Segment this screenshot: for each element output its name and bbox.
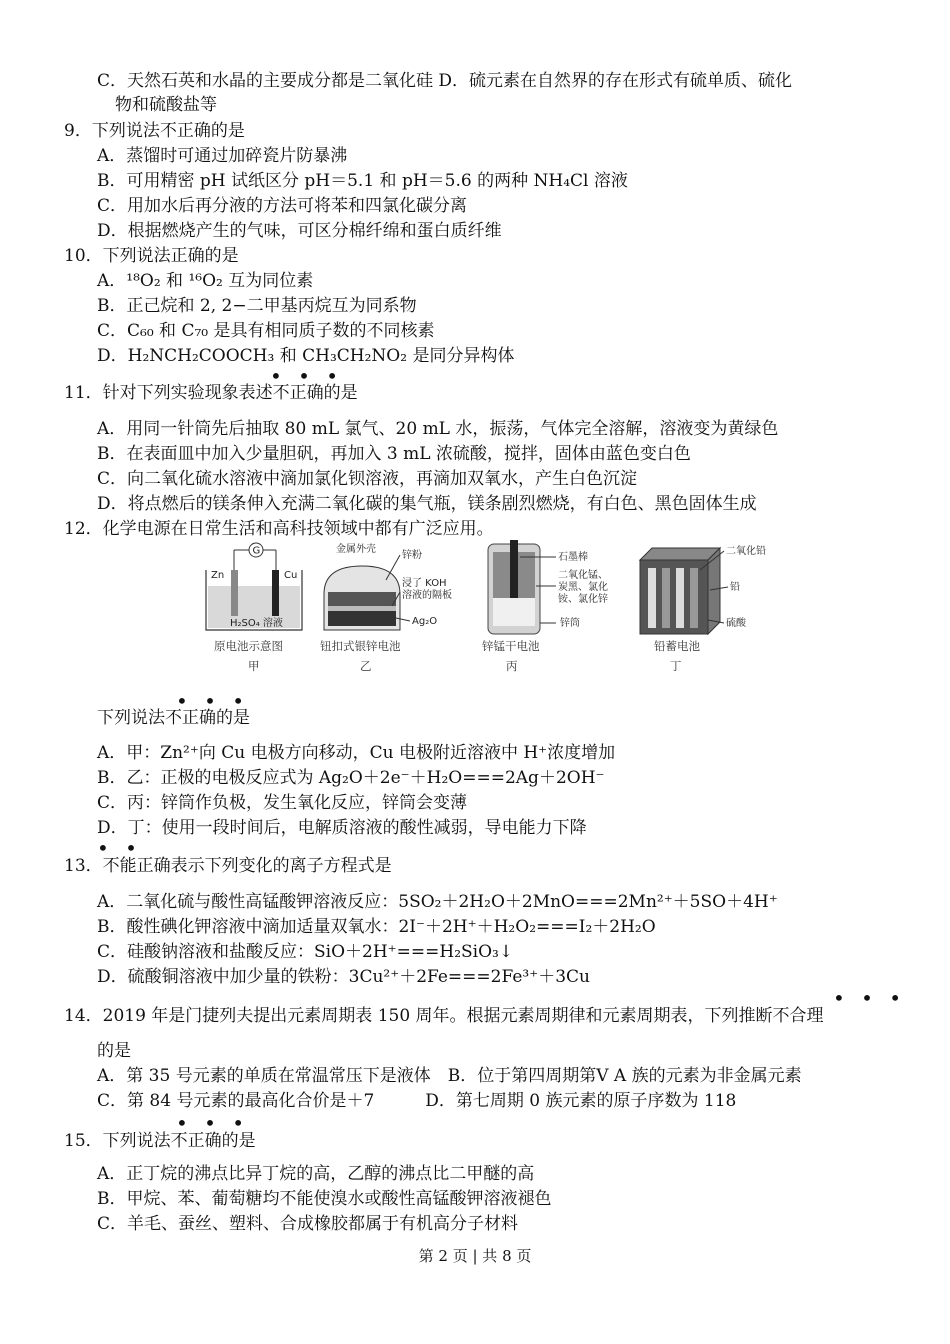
svg-text:乙: 乙 [360, 659, 372, 673]
question-12-stem: 下列说法不正确的是 [97, 708, 250, 728]
svg-text:钮扣式银锌电池: 钮扣式银锌电池 [320, 639, 401, 653]
svg-text:浸了 KOH: 浸了 KOH [402, 578, 447, 589]
option-15a: A．正丁烷的沸点比异丁烷的高，乙醇的沸点比二甲醚的高 [97, 1164, 535, 1184]
option-15b: B．甲烷、苯、葡萄糖均不能使溴水或酸性高锰酸钾溶液褪色 [97, 1189, 552, 1209]
svg-text:甲: 甲 [248, 659, 260, 673]
emphasis-dots-15: • • • [176, 1111, 250, 1135]
question-9: 9．下列说法不正确的是 [64, 121, 245, 141]
option-10b: B．正己烷和 2, 2−二甲基丙烷互为同系物 [97, 296, 417, 316]
option-13b: B．酸性碘化钾溶液中滴加适量双氧水：2I⁻＋2H⁺＋H₂O₂===I₂＋2H₂O [97, 917, 656, 937]
option-11d: D．将点燃后的镁条伸入充满二氧化碳的集气瓶，镁条剧烈燃烧，有白色、黑色固体生成 [97, 494, 757, 514]
svg-text:锌锰干电池: 锌锰干电池 [482, 639, 540, 653]
question-14-cont: 的是 [97, 1041, 131, 1061]
option-9c: C．用加水后再分液的方法可将苯和四氯化碳分离 [97, 196, 468, 216]
figure-bing [482, 540, 608, 673]
option-9a: A．蒸馏时可通过加碎瓷片防暴沸 [97, 146, 348, 166]
option-12a: A．甲：Zn²⁺向 Cu 电极方向移动，Cu 电极附近溶液中 H⁺浓度增加 [97, 743, 616, 763]
emphasis-dots-12: • • • [176, 689, 250, 713]
option-11a: A．用同一针筒先后抽取 80 mL 氯气、20 mL 水，振荡，气体完全溶解，溶液变为黄绿色 [97, 419, 779, 439]
svg-text:原电池示意图: 原电池示意图 [214, 639, 283, 653]
option-10a: A．¹⁸O₂ 和 ¹⁶O₂ 互为同位素 [97, 271, 314, 291]
figure-yi [320, 542, 452, 673]
emphasis-dots-11: • • • [270, 364, 344, 388]
option-13a: A．二氧化硫与酸性高锰酸钾溶液反应：5SO₂＋2H₂O＋2MnO===2Mn²⁺＋5SO＋4H⁺ [97, 892, 778, 912]
svg-text:铵、氯化锌: 铵、氯化锌 [558, 594, 608, 605]
svg-text:Ag₂O: Ag₂O [412, 616, 438, 627]
svg-text:炭黑、氯化: 炭黑、氯化 [558, 582, 608, 593]
svg-text:丁: 丁 [670, 659, 682, 673]
question-12: 12．化学电源在日常生活和高科技领域中都有广泛应用。 [64, 519, 494, 539]
svg-text:硫酸: 硫酸 [726, 618, 746, 629]
svg-text:Cu: Cu [284, 570, 298, 581]
svg-text:丙: 丙 [506, 659, 518, 673]
svg-text:金属外壳: 金属外壳 [336, 544, 376, 555]
page-footer: 第 2 页 | 共 8 页 [418, 1247, 532, 1265]
svg-text:二氧化铅: 二氧化铅 [726, 546, 766, 557]
svg-text:铅: 铅 [730, 582, 740, 593]
svg-text:二氧化锰、: 二氧化锰、 [558, 570, 608, 581]
question-14: 14．2019 年是门捷列夫提出元素周期表 150 周年。根据元素周期律和元素周期表，下列推断不合理 [64, 1006, 824, 1026]
svg-text:溶液的隔板: 溶液的隔板 [402, 590, 452, 601]
option-13d: D．硫酸铜溶液中加少量的铁粉：3Cu²⁺＋2Fe===2Fe³⁺＋3Cu [97, 967, 590, 987]
question-10: 10．下列说法正确的是 [64, 246, 239, 266]
option-9b: B．可用精密 pH 试纸区分 pH＝5.1 和 pH＝5.6 的两种 NH₄Cl 溶液 [97, 171, 628, 191]
option-12c: C．丙：锌筒作负极，发生氧化反应，锌筒会变薄 [97, 793, 468, 813]
option-10d: D．H₂NCH₂COOCH₃ 和 CH₃CH₂NO₂ 是同分异构体 [97, 346, 515, 366]
figure-jia [206, 543, 302, 673]
emphasis-dots-13: • • [97, 836, 142, 860]
question-15: 15．下列说法不正确的是 [64, 1131, 256, 1151]
option-11c: C．向二氧化硫水溶液中滴加氯化钡溶液，再滴加双氧水，产生白色沉淀 [97, 469, 638, 489]
option-11b: B．在表面皿中加入少量胆矾，再加入 3 mL 浓硫酸，搅拌，固体由蓝色变白色 [97, 444, 691, 464]
option-9d: D．根据燃烧产生的气味，可区分棉纤绵和蛋白质纤维 [97, 221, 502, 241]
svg-text:锌筒: 锌筒 [560, 618, 580, 629]
option-14ab: A．第 35 号元素的单质在常温常压下是液体 B．位于第四周期第Ⅴ A 族的元素为非金属元素 [97, 1066, 802, 1086]
option-12b: B．乙：正极的电极反应式为 Ag₂O＋2e⁻＋H₂O===2Ag＋2OH⁻ [97, 768, 605, 788]
svg-text:锌粉: 锌粉 [402, 550, 422, 561]
option-14cd: C．第 84 号元素的最高化合价是＋7 D．第七周期 0 族元素的原子序数为 118 [97, 1091, 737, 1111]
question-11: 11．针对下列实验现象表述不正确的是 [64, 383, 358, 403]
svg-text:Zn: Zn [211, 570, 225, 581]
svg-text:石墨棒: 石墨棒 [558, 552, 588, 563]
emphasis-dots-14: • • • [833, 986, 907, 1010]
svg-text:H₂SO₄ 溶液: H₂SO₄ 溶液 [230, 618, 283, 629]
svg-text:G: G [252, 545, 261, 557]
figure-ding [640, 544, 766, 673]
option-13c: C．硅酸钠溶液和盐酸反应：SiO＋2H⁺===H₂SiO₃↓ [97, 942, 514, 962]
option-10c: C．C₆₀ 和 C₇₀ 是具有相同质子数的不同核素 [97, 321, 435, 341]
battery-figure [200, 540, 766, 680]
svg-text:铅蓄电池: 铅蓄电池 [654, 639, 700, 653]
option-8c-cont: 物和硫酸盐等 [115, 95, 217, 115]
option-8c: C．天然石英和水晶的主要成分都是二氧化硅 D．硫元素在自然界的存在形式有硫单质、硫化 [97, 71, 793, 91]
option-15c: C．羊毛、蚕丝、塑料、合成橡胶都属于有机高分子材料 [97, 1214, 519, 1234]
option-12d: D．丁：使用一段时间后，电解质溶液的酸性减弱，导电能力下降 [97, 818, 587, 838]
question-13: 13．不能正确表示下列变化的离子方程式是 [64, 856, 392, 876]
